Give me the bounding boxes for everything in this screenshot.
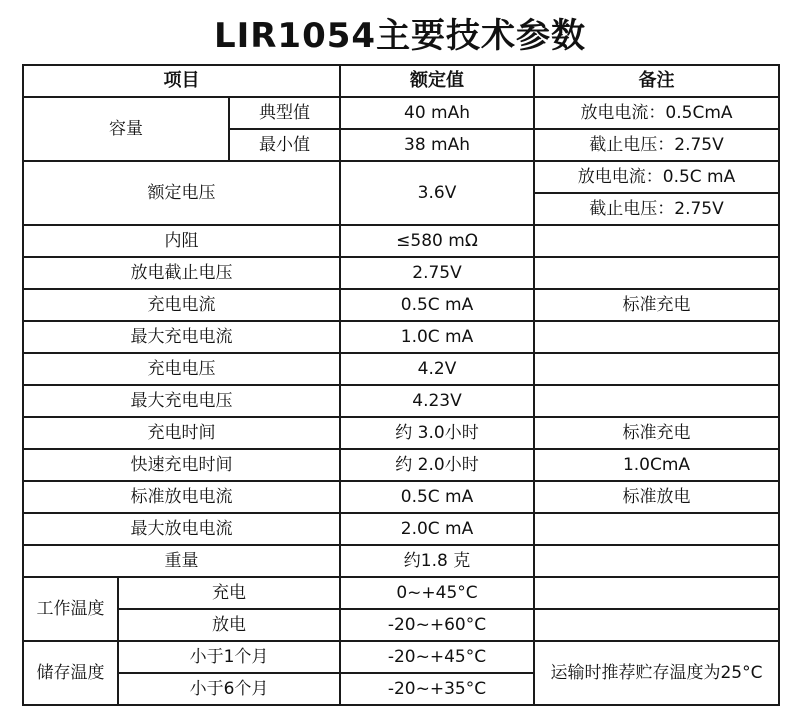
- working-temp-discharge-label: 放电: [118, 609, 340, 641]
- capacity-minimum-note: 截止电压：2.75V: [534, 129, 779, 161]
- row-value: 4.2V: [340, 353, 534, 385]
- row-note: [534, 353, 779, 385]
- row-value: 约 3.0小时: [340, 417, 534, 449]
- storage-temp-1month-value: -20~+45°C: [340, 641, 534, 673]
- row-note: [534, 513, 779, 545]
- row-item: 标准放电电流: [23, 481, 340, 513]
- row-value: 约 2.0小时: [340, 449, 534, 481]
- header-item: 项目: [23, 65, 340, 97]
- table-row: [23, 417, 779, 449]
- row-note: [534, 321, 779, 353]
- row-item: 充电时间: [23, 417, 340, 449]
- working-temp-discharge-value: -20~+60°C: [340, 609, 534, 641]
- table-row: [23, 289, 779, 321]
- row-note: [534, 545, 779, 577]
- rated-voltage-note-cutoff: 截止电压：2.75V: [534, 193, 779, 225]
- working-temp-label: 工作温度: [23, 577, 118, 641]
- row-item: 重量: [23, 545, 340, 577]
- row-note: 标准充电: [534, 417, 779, 449]
- header-remarks: 备注: [534, 65, 779, 97]
- storage-temp-note: 运输时推荐贮存温度为25°C: [534, 641, 779, 705]
- row-note: 标准放电: [534, 481, 779, 513]
- table-row: [23, 353, 779, 385]
- table-row: [23, 97, 779, 129]
- capacity-typical-note: 放电电流：0.5CmA: [534, 97, 779, 129]
- row-value: 4.23V: [340, 385, 534, 417]
- row-item: 充电电压: [23, 353, 340, 385]
- table-row: [23, 385, 779, 417]
- working-temp-charge-note: [534, 577, 779, 609]
- row-value: 1.0C mA: [340, 321, 534, 353]
- header-rated-value: 额定值: [340, 65, 534, 97]
- page-title: LIR1054主要技术参数: [213, 16, 587, 56]
- row-item: 快速充电时间: [23, 449, 340, 481]
- working-temp-discharge-note: [534, 609, 779, 641]
- table-row: [23, 513, 779, 545]
- table-row: [23, 641, 779, 673]
- row-note: 标准充电: [534, 289, 779, 321]
- capacity-minimum-label: 最小值: [229, 129, 340, 161]
- working-temp-charge-label: 充电: [118, 577, 340, 609]
- row-value: 0.5C mA: [340, 481, 534, 513]
- table-row: [23, 577, 779, 609]
- row-note: [534, 257, 779, 289]
- storage-temp-label: 储存温度: [23, 641, 118, 705]
- row-value: 约1.8 克: [340, 545, 534, 577]
- rated-voltage-value: 3.6V: [340, 161, 534, 225]
- table-header-row: [23, 65, 779, 97]
- spec-table: [22, 64, 780, 706]
- row-note: 1.0CmA: [534, 449, 779, 481]
- row-item: 最大充电电流: [23, 321, 340, 353]
- table-row: [23, 257, 779, 289]
- table-row: [23, 161, 779, 193]
- table-row: [23, 449, 779, 481]
- table-row: [23, 481, 779, 513]
- row-value: 2.75V: [340, 257, 534, 289]
- capacity-typical-label: 典型值: [229, 97, 340, 129]
- row-item: 放电截止电压: [23, 257, 340, 289]
- storage-temp-1month-label: 小于1个月: [118, 641, 340, 673]
- row-value: 2.0C mA: [340, 513, 534, 545]
- capacity-typical-value: 40 mAh: [340, 97, 534, 129]
- table-row: [23, 609, 779, 641]
- row-item: 最大充电电压: [23, 385, 340, 417]
- row-value: 0.5C mA: [340, 289, 534, 321]
- table-row: [23, 225, 779, 257]
- row-value: ≤580 mΩ: [340, 225, 534, 257]
- row-item: 内阻: [23, 225, 340, 257]
- row-note: [534, 385, 779, 417]
- table-row: [23, 321, 779, 353]
- table-row: [23, 545, 779, 577]
- rated-voltage-label: 额定电压: [23, 161, 340, 225]
- row-item: 充电电流: [23, 289, 340, 321]
- row-note: [534, 225, 779, 257]
- rated-voltage-note-current: 放电电流：0.5C mA: [534, 161, 779, 193]
- capacity-minimum-value: 38 mAh: [340, 129, 534, 161]
- row-item: 最大放电电流: [23, 513, 340, 545]
- working-temp-charge-value: 0~+45°C: [340, 577, 534, 609]
- storage-temp-6month-value: -20~+35°C: [340, 673, 534, 705]
- storage-temp-6month-label: 小于6个月: [118, 673, 340, 705]
- capacity-label: 容量: [23, 97, 229, 161]
